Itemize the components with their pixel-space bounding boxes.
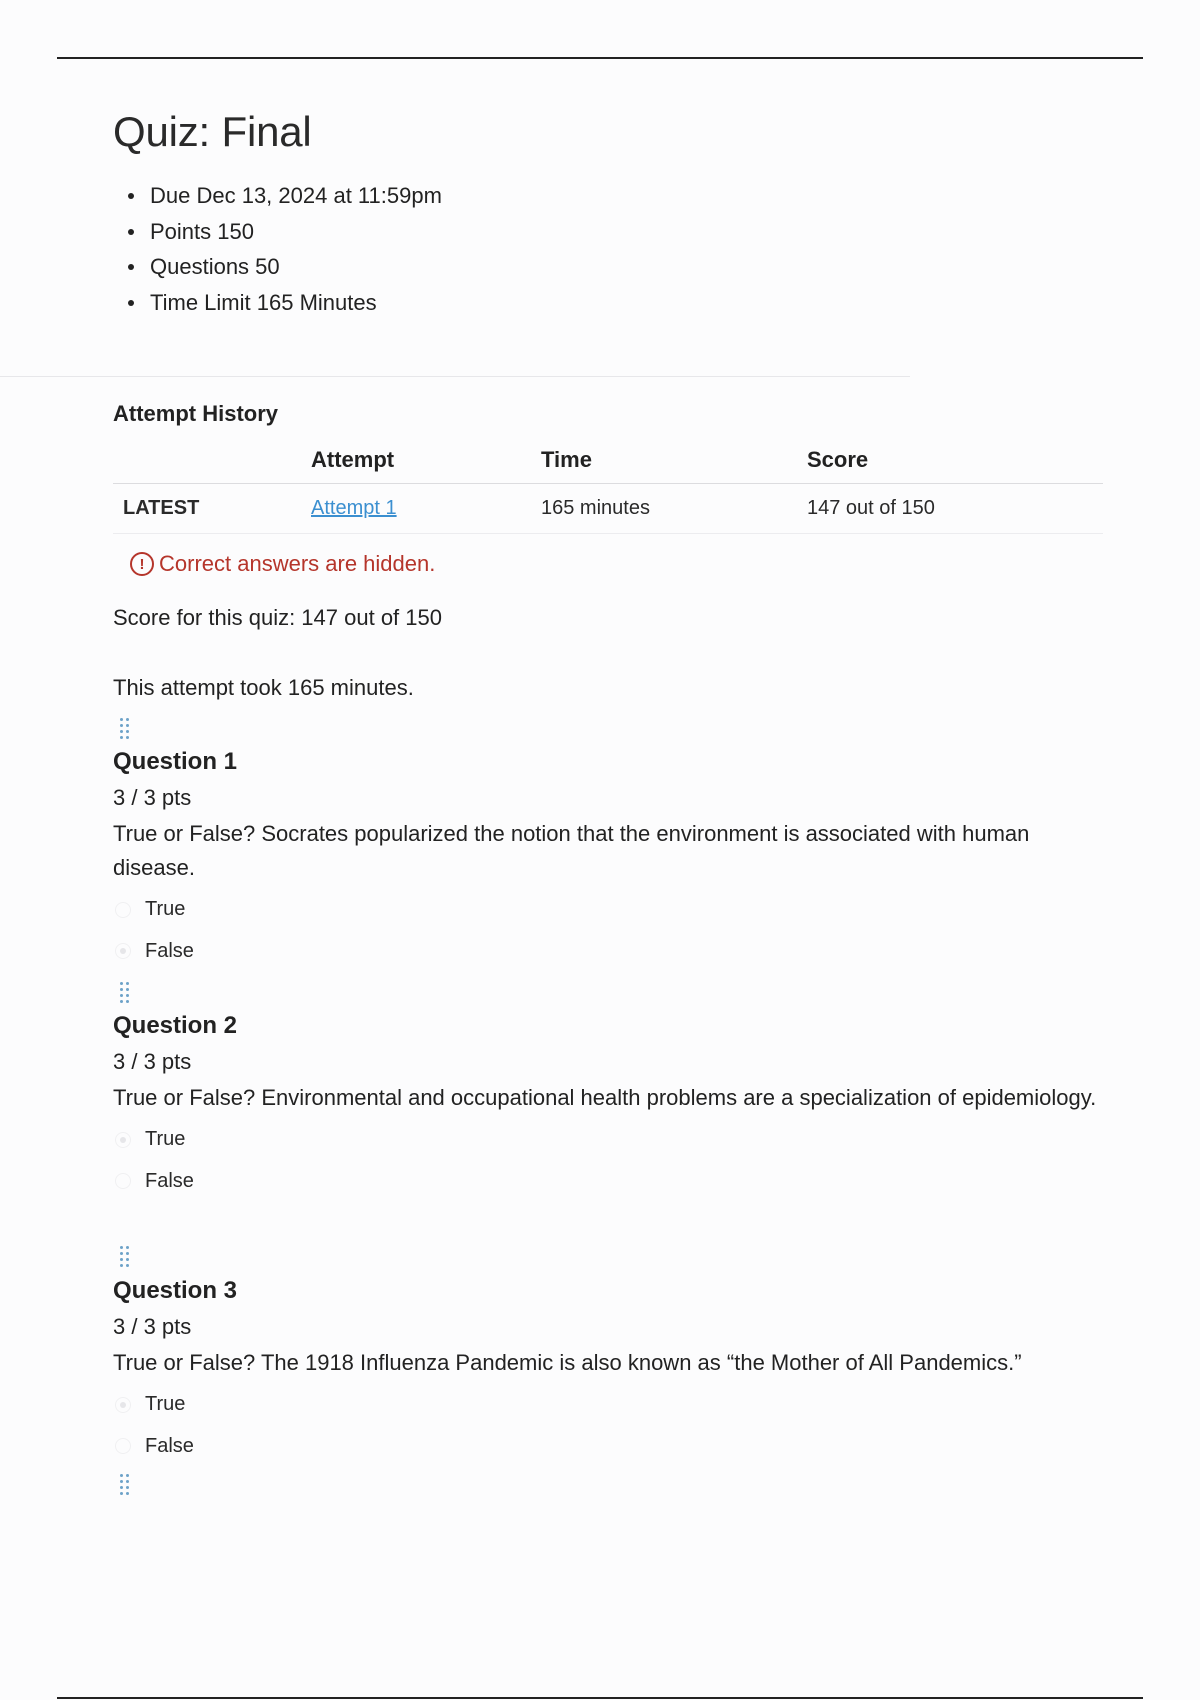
question-text: True or False? The 1918 Influenza Pandemic is also known as “the Mother of All Pandemics.”: [113, 1350, 1022, 1375]
drag-handle-icon[interactable]: [118, 1244, 132, 1268]
answer-options: [113, 1384, 1103, 1467]
quiz-details-list: [125, 178, 442, 320]
answer-label: True: [145, 1393, 186, 1416]
question-2: [113, 1009, 1103, 1202]
question-count: Questions 50: [125, 249, 442, 285]
attempt-duration: This attempt took 165 minutes.: [113, 675, 414, 700]
question-title: Question 2: [113, 1012, 238, 1039]
answer-options: [113, 1119, 1103, 1202]
question-points: 3 / 3 pts: [113, 1049, 192, 1074]
bottom-divider: [57, 1697, 1143, 1699]
attempt-time: 165 minutes: [541, 496, 650, 519]
answer-option-false[interactable]: [113, 1161, 1103, 1203]
attempt-1-link[interactable]: Attempt 1: [311, 496, 397, 519]
radio-button[interactable]: [115, 902, 131, 918]
question-points: 3 / 3 pts: [113, 1314, 192, 1339]
attempt-history-table: [113, 437, 1103, 534]
column-header-blank: [113, 437, 311, 483]
question-3: [113, 1274, 1103, 1467]
time-limit: Time Limit 165 Minutes: [125, 285, 442, 321]
question-title: Question 1: [113, 748, 238, 775]
drag-handle-icon[interactable]: [118, 980, 132, 1004]
question-1: [113, 745, 1103, 972]
table-header-row: [113, 437, 1103, 483]
answers-hidden-alert: [130, 551, 435, 577]
due-date: Due Dec 13, 2024 at 11:59pm: [125, 178, 442, 214]
column-header-attempt: Attempt: [311, 446, 395, 472]
radio-button-selected[interactable]: [115, 1397, 131, 1413]
page-title: Quiz: Final: [113, 108, 312, 155]
points-total: Points 150: [125, 214, 442, 250]
answer-option-true[interactable]: [113, 889, 1103, 931]
answer-label: False: [145, 1434, 194, 1457]
top-divider: [57, 57, 1143, 59]
radio-button-selected[interactable]: [115, 943, 131, 959]
answer-label: True: [145, 1128, 186, 1151]
question-points: 3 / 3 pts: [113, 785, 192, 810]
answer-label: True: [145, 898, 186, 921]
alert-text: Correct answers are hidden.: [159, 551, 436, 576]
question-text: True or False? Socrates popularized the notion that the environment is associated with human disease.: [113, 821, 1030, 880]
column-header-score: Score: [807, 446, 869, 472]
attempt-history-heading: Attempt History: [113, 401, 279, 426]
answer-label: False: [145, 1169, 194, 1192]
answer-label: False: [145, 939, 194, 962]
section-divider: [0, 376, 910, 377]
drag-handle-icon[interactable]: [118, 716, 132, 740]
question-text: True or False? Environmental and occupational health problems are a specialization of epidemiology.: [113, 1085, 1097, 1110]
answer-option-true[interactable]: [113, 1384, 1103, 1426]
column-header-time: Time: [541, 446, 592, 472]
radio-button[interactable]: [115, 1438, 131, 1454]
radio-button[interactable]: [115, 1173, 131, 1189]
table-row: [113, 483, 1103, 533]
answer-option-false[interactable]: [113, 1426, 1103, 1468]
question-title: Question 3: [113, 1277, 238, 1304]
answer-options: [113, 889, 1103, 972]
attempt-score: 147 out of 150: [807, 496, 935, 519]
quiz-score-summary: Score for this quiz: 147 out of 150: [113, 605, 442, 630]
radio-button-selected[interactable]: [115, 1132, 131, 1148]
answer-option-false[interactable]: [113, 931, 1103, 973]
drag-handle-icon[interactable]: [118, 1472, 132, 1496]
exclamation-circle-icon: !: [130, 552, 154, 576]
latest-label: LATEST: [123, 496, 200, 519]
answer-option-true[interactable]: [113, 1119, 1103, 1161]
